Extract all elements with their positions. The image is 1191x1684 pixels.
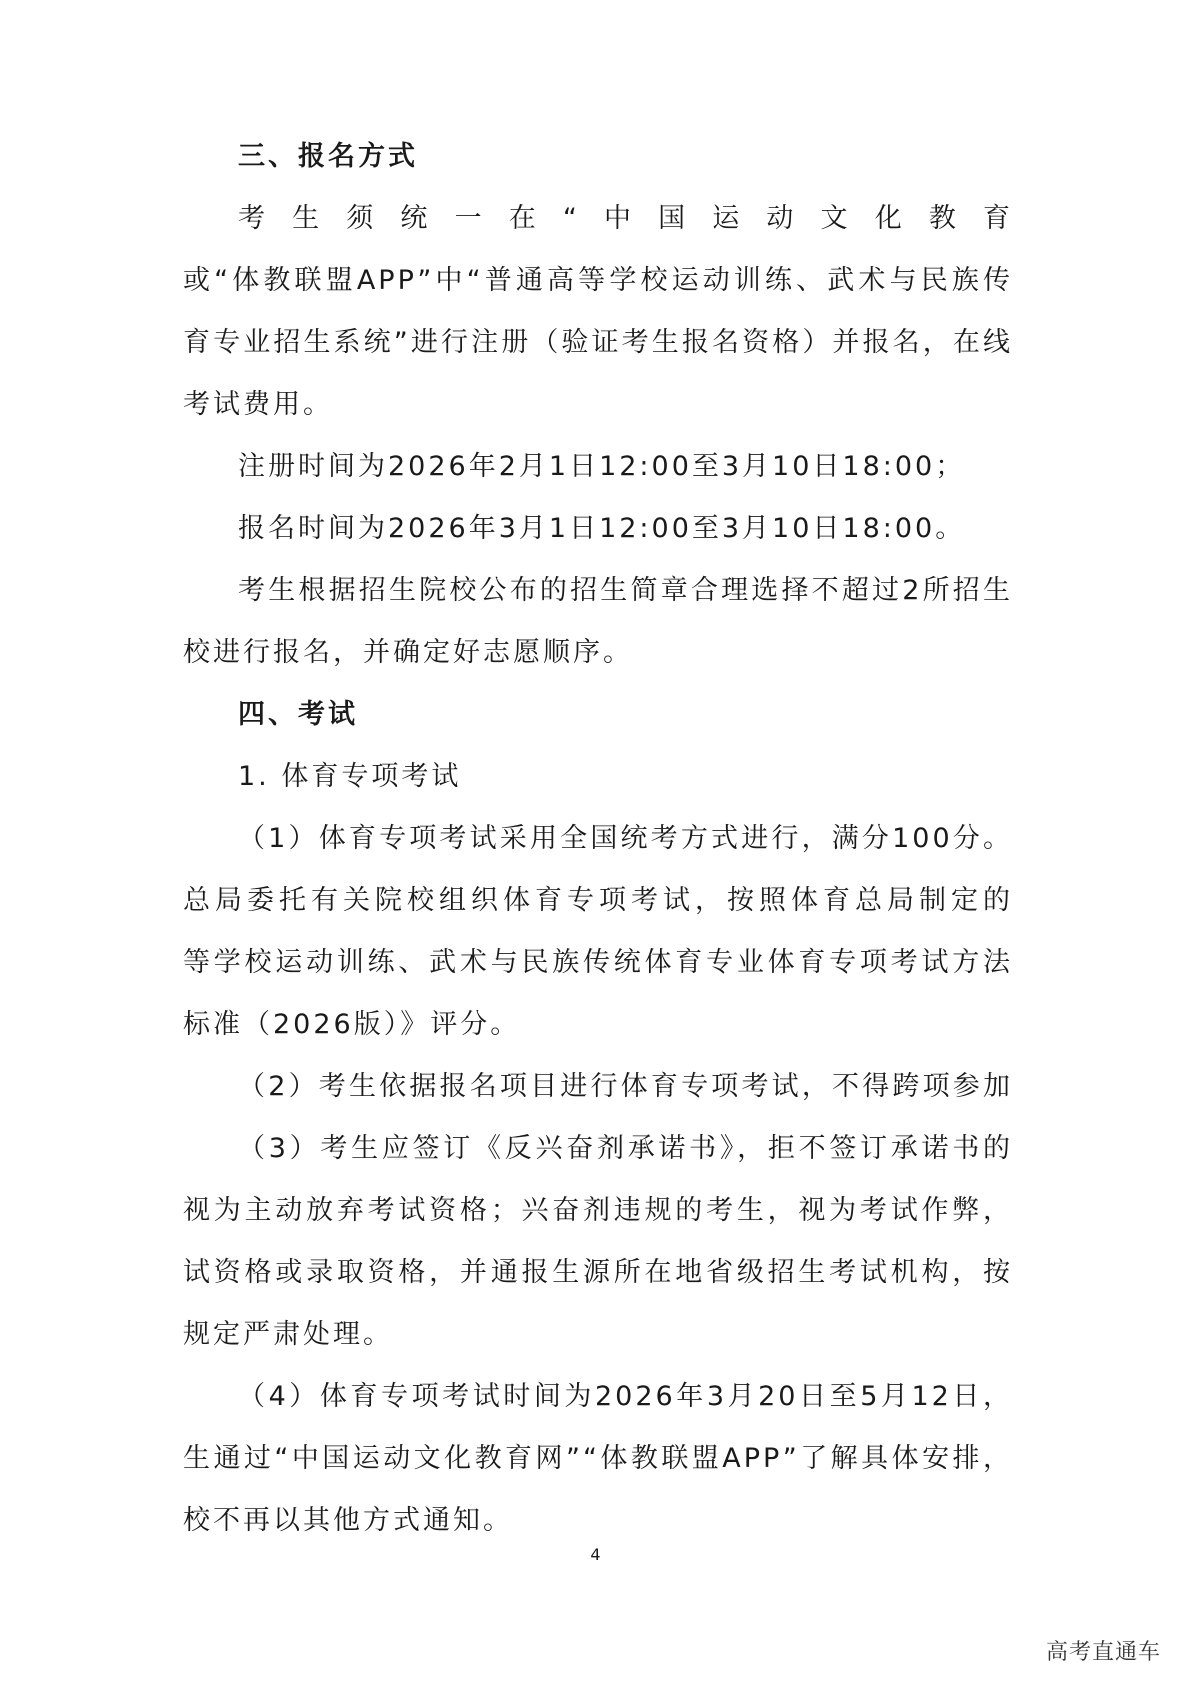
paragraph-line: 等学校运动训练、武术与民族传统体育专业体育专项考试方法 — [183, 947, 1013, 978]
application-time: 报名时间为2026年3月1日12:00至3月10日18:00。 — [238, 513, 966, 544]
paragraph-line: （4）体育专项考试时间为2026年3月20日至5月12日， — [238, 1381, 1013, 1412]
paragraph-line: 生通过“中国运动文化教育网”“体教联盟APP”了解具体安排， — [183, 1443, 1013, 1474]
paragraph-line: 校进行报名，并确定好志愿顺序。 — [183, 637, 633, 668]
page-number: 4 — [590, 1545, 601, 1564]
watermark: 高考直通车 — [1045, 1640, 1161, 1665]
paragraph-line: 或“体教联盟APP”中“普通高等学校运动训练、武术与民族传 — [183, 265, 1013, 296]
subsection-heading: 1. 体育专项考试 — [238, 761, 462, 792]
paragraph-line: 规定严肃处理。 — [183, 1319, 393, 1350]
paragraph-line: 视为主动放弃考试资格；兴奋剂违规的考生，视为考试作弊， — [183, 1195, 1013, 1226]
registration-time: 注册时间为2026年2月1日12:00至3月10日18:00； — [238, 451, 966, 482]
paragraph-line: 试资格或录取资格，并通报生源所在地省级招生考试机构，按 — [183, 1257, 1013, 1288]
paragraph-line: （1）体育专项考试采用全国统考方式进行，满分100分。 — [238, 823, 1013, 854]
page-content — [183, 126, 1013, 1552]
paragraph-line: 校不再以其他方式通知。 — [183, 1505, 513, 1536]
section-heading-exam: 四、考试 — [238, 699, 358, 730]
paragraph-line: 育专业招生系统”进行注册（验证考生报名资格）并报名，在线 — [183, 327, 1013, 358]
paragraph-line: 标准（2026版）》评分。 — [183, 1009, 521, 1040]
paragraph-line: 总局委托有关院校组织体育专项考试，按照体育总局制定的 — [183, 885, 1013, 916]
paragraph-line: 考试费用。 — [183, 389, 333, 420]
section-heading-registration: 三、报名方式 — [238, 141, 418, 172]
paragraph-line: 考生根据招生院校公布的招生简章合理选择不超过2所招生 — [238, 575, 1013, 606]
paragraph-line: （3）考生应签订《反兴奋剂承诺书》，拒不签订承诺书的 — [238, 1133, 1013, 1164]
paragraph-line: （2）考生依据报名项目进行体育专项考试，不得跨项参加 — [238, 1071, 1013, 1102]
paragraph-line: 考生须统一在“中国运动文化教育 — [238, 203, 1013, 234]
